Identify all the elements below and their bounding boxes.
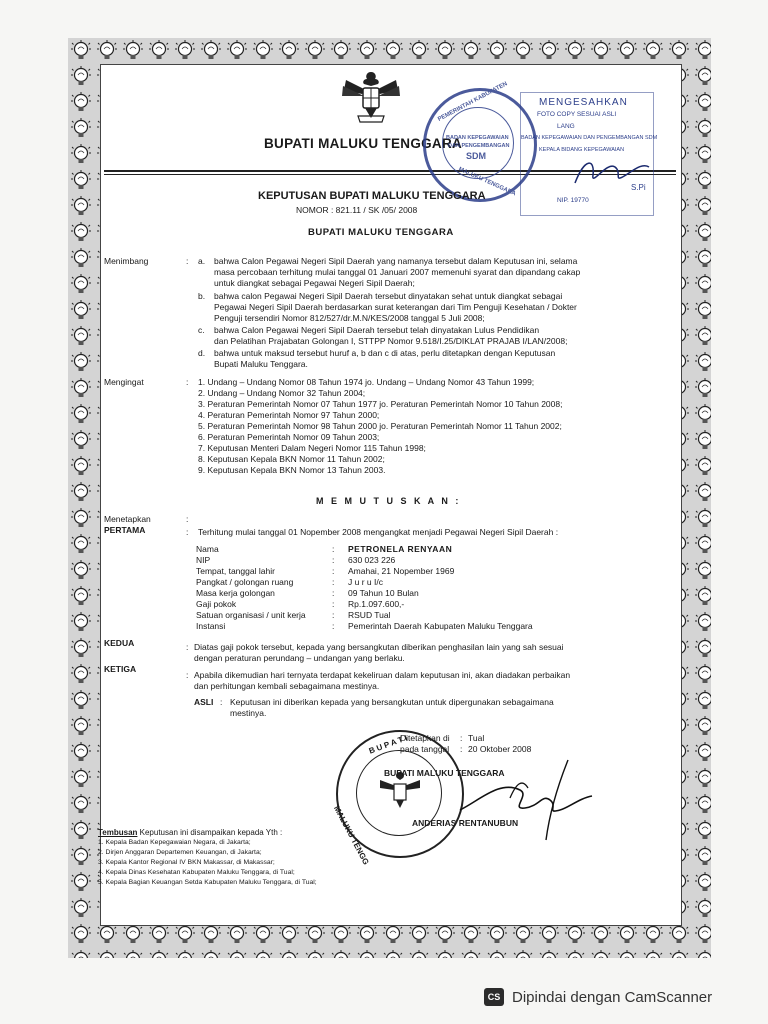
employee-agency-label: Instansi: [196, 621, 226, 631]
mengingat-colon: :: [186, 377, 189, 387]
menimbang-label: Menimbang: [104, 256, 149, 266]
camscanner-logo-icon: CS: [484, 988, 504, 1006]
employee-name-colon: :: [332, 544, 335, 554]
camscanner-watermark: [484, 986, 712, 1008]
ketiga-line-1: Apabila dikemudian hari ternyata terdapat kekeliruan dalam keputusan ini, akan diadakan perbaikan: [194, 670, 571, 680]
employee-tenure-colon: :: [332, 588, 335, 598]
employee-agency-colon: :: [332, 621, 335, 631]
regent-seal-top-text: B U P A T I: [367, 733, 409, 756]
mengingat-item-3: 3. Peraturan Pemerintah Nomor 07 Tahun 1977 jo. Peraturan Pemerintah Nomor 10 Tahun 2008;: [198, 399, 563, 409]
tanggal-colon: :: [460, 744, 463, 754]
ditetapkan-value: Tual: [468, 733, 485, 743]
employee-birth-value: Amahai, 21 Nopember 1969: [348, 566, 455, 576]
menetapkan-label: Menetapkan: [104, 514, 151, 524]
employee-birth-colon: :: [332, 566, 335, 576]
employee-salary-value: Rp.1.097.600,-: [348, 599, 405, 609]
legalization-line-4: KEPALA BIDANG KEPEGAWAIAN: [539, 147, 625, 153]
tembusan-item-5: 5. Kepala Bagian Keuangan Setda Kabupaten Maluku Tenggara, di Tual;: [98, 879, 317, 886]
mengingat-item-7: 7. Keputusan Menteri Dalam Negeri Nomor 115 Tahun 1998;: [198, 443, 426, 453]
employee-name-label: Nama: [196, 544, 219, 554]
asli-colon: :: [220, 697, 223, 707]
ketiga-line-2: dan perhitungan kembali sebagaimana mestinya.: [194, 681, 380, 691]
stamp-center-3: SDM: [466, 151, 486, 161]
employee-name-value: PETRONELA RENYAAN: [348, 544, 453, 554]
menetapkan-colon: :: [186, 514, 189, 524]
camscanner-text: Dipindai dengan CamScanner: [512, 988, 713, 1006]
regent-signature: [450, 740, 600, 850]
menimbang-b-marker: b.: [198, 291, 206, 301]
tembusan-item-4: 4. Kepala Dinas Kesehatan Kabupaten Maluku Tenggara, di Tual;: [98, 869, 295, 876]
legalization-line-3: BADAN KEPEGAWAIAN DAN PENGEMBANGAN SDM: [521, 135, 658, 141]
stamp-center-1: BADAN KEPEGAWAIAN: [446, 135, 509, 141]
tembusan-item-2: 2. Dirjen Anggaran Departemen Keuangan, di Jakarta;: [98, 849, 262, 856]
decree-number: NOMOR : 821.11 / SK /05/ 2008: [296, 205, 418, 215]
mengingat-item-5: 5. Peraturan Pemerintah Nomor 98 Tahun 2000 jo. Peraturan Pemerintah Nomor 11 Tahun 2002;: [198, 421, 562, 431]
employee-birth-label: Tempat, tanggal lahir: [196, 566, 275, 576]
menimbang-b-line-2: Pegawai Negeri Sipil Daerah berdasarkan surat keterangan dari Tim Penguji Kesehatan / Dokter: [214, 302, 577, 312]
employee-agency-value: Pemerintah Daerah Kabupaten Maluku Tenggara: [348, 621, 533, 631]
employee-nip-colon: :: [332, 555, 335, 565]
employee-unit-colon: :: [332, 610, 335, 620]
ditetapkan-label: Ditetapkan di: [400, 733, 450, 743]
asli-line-2: mestinya.: [230, 708, 267, 718]
pertama-text: Terhitung mulai tanggal 01 Nopember 2008 mengangkat menjadi Pegawai Negeri Sipil Daerah :: [198, 527, 559, 537]
menimbang-a-line-3: untuk diangkat sebagai Pegawai Negeri Sipil Daerah;: [214, 278, 415, 288]
employee-salary-colon: :: [332, 599, 335, 609]
tembusan-item-1: 1. Kepala Badan Kepegawaian Negara, di Jakarta;: [98, 839, 251, 846]
mengingat-item-1: 1. Undang – Undang Nomor 08 Tahun 1974 jo. Undang – Undang Nomor 43 Tahun 1999;: [198, 377, 535, 387]
legalization-signature: [571, 153, 651, 193]
decree-title: KEPUTUSAN BUPATI MALUKU TENGGARA: [258, 190, 486, 202]
kedua-line-2: dengan peraturan perundang – undangan yang berlaku.: [194, 653, 405, 663]
regent-seal: [332, 730, 464, 867]
ditetapkan-colon: :: [460, 733, 463, 743]
menimbang-a-line-2: masa percobaan terhitung mulai tanggal 01 Januari 2007 memenuhi syarat dan dipandang cakap: [214, 267, 581, 277]
regent-seal-side-text: MALUKU TENGG: [332, 804, 371, 867]
employee-rank-label: Pangkat / golongan ruang: [196, 577, 294, 587]
asli-label: ASLI: [194, 697, 214, 707]
menimbang-b-line-3: Penguji tersendiri Nomor 812/527/dr.M.N/KES/2008 tanggal 5 Juli 2008;: [214, 313, 485, 323]
employee-rank-value: J u r u I/c: [348, 577, 383, 587]
menimbang-a-marker: a.: [198, 256, 206, 266]
menimbang-colon: :: [186, 256, 189, 266]
menimbang-d-marker: d.: [198, 348, 206, 358]
tembusan-intro: Keputusan ini disampaikan kepada Yth :: [137, 828, 283, 837]
tembusan-label: Tembusan: [98, 828, 138, 837]
memutuskan-heading: M E M U T U S K A N :: [316, 496, 461, 506]
mengingat-item-4: 4. Peraturan Pemerintah Nomor 97 Tahun 2000;: [198, 410, 380, 420]
stamp-center-2: DAN PENGEMBANGAN: [448, 143, 510, 149]
pertama-label: PERTAMA: [104, 525, 146, 535]
menimbang-a-line-1: bahwa Calon Pegawai Negeri Sipil Daerah yang namanya tersebut dalam Keputusan ini, selama: [214, 256, 578, 266]
legalization-line-2: LANG: [557, 123, 575, 130]
menimbang-c-line-2: dan Pelatihan Prajabatan Golongan I, STTPP Nomor 9.518/I.25/DIKLAT PRAJAB I/LAN/2008;: [214, 336, 568, 346]
tanggal-label: pada tanggal: [400, 744, 450, 754]
signer-name: ANDERIAS RENTANUBUN: [412, 818, 519, 828]
employee-tenure-value: 09 Tahun 10 Bulan: [348, 588, 419, 598]
signer-title: BUPATI MALUKU TENGGARA: [384, 768, 505, 778]
menimbang-d-line-1: bahwa untuk maksud tersebut huruf a, b dan c di atas, perlu ditetapkan dengan Keputusan: [214, 348, 556, 358]
legalization-nip: NIP. 19770: [557, 197, 589, 204]
employee-nip-label: NIP: [196, 555, 211, 565]
employee-unit-label: Satuan organisasi / unit kerja: [196, 610, 306, 620]
employee-nip-value: 630 023 226: [348, 555, 396, 565]
header-title: BUPATI MALUKU TENGGARA: [264, 136, 463, 151]
tembusan-heading: [98, 828, 282, 837]
stamp-ring-top: PEMERINTAH KABUPATEN: [437, 81, 509, 123]
stamp-ring-bottom: MALUKU TENGGARA: [457, 166, 517, 198]
ketiga-label: KETIGA: [104, 664, 137, 674]
menimbang-c-line-1: bahwa Calon Pegawai Negeri Sipil Daerah tersebut telah dinyatakan Lulus Pendidikan: [214, 325, 540, 335]
mengingat-label: Mengingat: [104, 377, 144, 387]
employee-tenure-label: Masa kerja golongan: [196, 588, 275, 598]
menimbang-b-line-1: bahwa calon Pegawai Negeri Sipil Daerah tersebut dinyatakan sehat untuk diangkat sebagai: [214, 291, 563, 301]
legalization-title: MENGESAHKAN: [539, 97, 628, 108]
employee-rank-colon: :: [332, 577, 335, 587]
pertama-colon: :: [186, 527, 189, 537]
asli-line-1: Keputusan ini diberikan kepada yang bersangkutan untuk dipergunakan sebagaimana: [230, 697, 554, 707]
tembusan-item-3: 3. Kepala Kantor Regional IV BKN Makassar, di Makassar;: [98, 859, 275, 866]
tanggal-value: 20 Oktober 2008: [468, 744, 532, 754]
decree-issuer: BUPATI MALUKU TENGGARA: [308, 227, 454, 238]
employee-unit-value: RSUD Tual: [348, 610, 391, 620]
kedua-label: KEDUA: [104, 638, 135, 648]
mengingat-item-8: 8. Keputusan Kepala BKN Nomor 11 Tahun 2002;: [198, 454, 385, 464]
menimbang-c-marker: c.: [198, 325, 205, 335]
kedua-colon: :: [186, 642, 189, 652]
garuda-emblem-icon: [340, 66, 402, 126]
legalization-title-suffix: S.Pi: [631, 183, 646, 192]
mengingat-item-2: 2. Undang – Undang Nomor 32 Tahun 2004;: [198, 388, 366, 398]
legalization-line-1: FOTO COPY SESUAI ASLI: [537, 111, 617, 118]
mengingat-item-9: 9. Keputusan Kepala BKN Nomor 13 Tahun 2003.: [198, 465, 386, 475]
employee-salary-label: Gaji pokok: [196, 599, 237, 609]
legalization-stamp: [520, 92, 658, 216]
menimbang-d-line-2: Bupati Maluku Tenggara.: [214, 359, 308, 369]
ketiga-colon: :: [186, 670, 189, 680]
kedua-line-1: Diatas gaji pokok tersebut, kepada yang bersangkutan diberikan penghasilan lain yang sah sesuai: [194, 642, 564, 652]
mengingat-item-6: 6. Peraturan Pemerintah Nomor 09 Tahun 2003;: [198, 432, 380, 442]
